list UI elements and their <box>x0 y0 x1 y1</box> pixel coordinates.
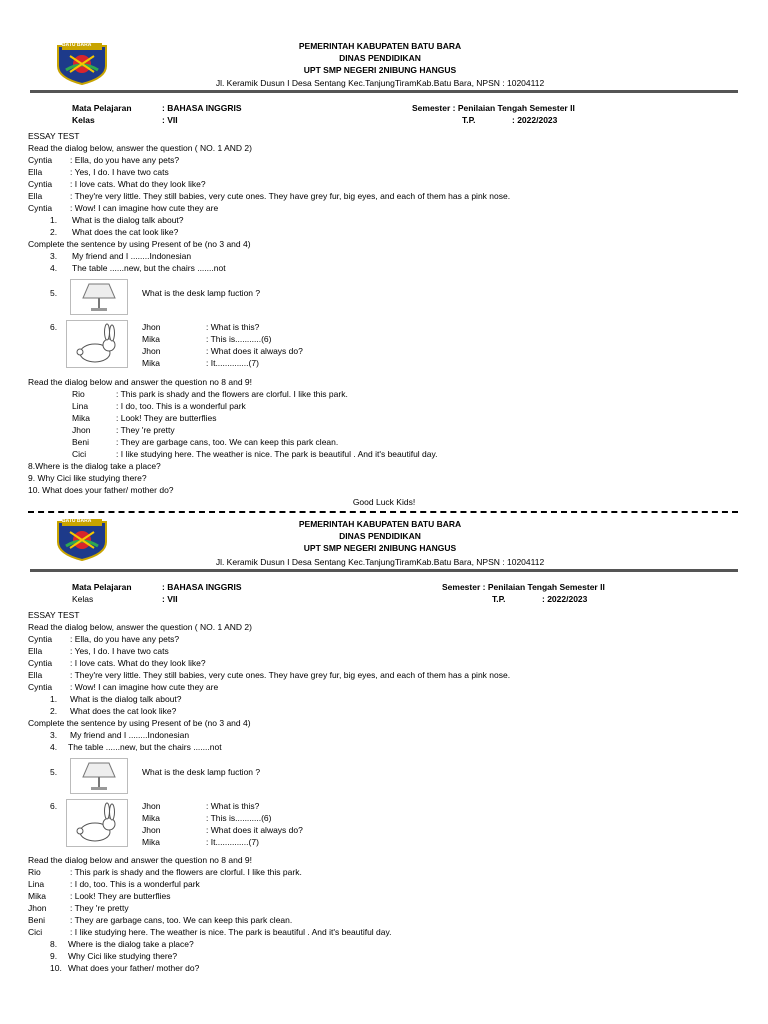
tp-value: : 2022/2023 <box>512 115 558 125</box>
cut-line <box>28 511 738 513</box>
rabbit-image <box>66 320 128 368</box>
question-number: 1. <box>50 694 58 704</box>
header-address: Jl. Keramik Dusun I Desa Sentang Kec.TanjungTiramKab.Batu Bara, NPSN : 10204112 <box>215 557 545 567</box>
question-number: 1. <box>50 215 58 225</box>
dialog-line: : Wow! I can imagine how cute they are <box>70 203 219 213</box>
dialog-line: : Yes, I do. I have two cats <box>70 167 169 177</box>
question-number: 4. <box>50 742 58 752</box>
question-number: 3. <box>50 730 58 740</box>
question-text: The table ......new, but the chairs .......not <box>68 742 222 752</box>
question-text: What is the desk lamp fuction ? <box>142 767 261 777</box>
question-number: 5. <box>50 288 58 298</box>
rabbit-image <box>66 799 128 847</box>
speaker: Jhon <box>28 903 47 913</box>
dialog-line: : They're very little. They still babies, very cute ones. They have grey fur, big eyes, and each of them has a pink nose. <box>70 191 511 201</box>
speaker: Cyntia <box>28 658 53 668</box>
tp-label: T.P. <box>492 594 506 604</box>
header-line3: UPT SMP NEGERI 2NIBUNG HANGUS <box>303 65 457 75</box>
speaker: Rio <box>72 389 85 399</box>
question-text: What does your father/ mother do? <box>68 963 200 973</box>
kelas-value: : VII <box>162 594 178 604</box>
question-number: 6. <box>50 801 58 811</box>
question-9: 9. Why Cici like studying there? <box>28 473 147 483</box>
good-luck-text: Good Luck Kids! <box>352 497 416 507</box>
question-text: My friend and I ........Indonesian <box>70 730 190 740</box>
question-text: What is the desk lamp fuction ? <box>142 288 261 298</box>
speaker: Ella <box>28 670 43 680</box>
dialog-line: : It..............(7) <box>206 837 259 847</box>
mapel-value: : BAHASA INGGRIS <box>162 582 242 592</box>
speaker: Jhon <box>72 425 91 435</box>
dialog-line: : Look! They are butterflies <box>70 891 171 901</box>
speaker: Mika <box>142 837 160 847</box>
question-text: The table ......new, but the chairs .......not <box>72 263 226 273</box>
mapel-label: Mata Pelajaran <box>72 582 132 592</box>
dialog-line: : This park is shady and the flowers are clorful. I like this park. <box>116 389 348 399</box>
dialog-line: : They're very little. They still babies, very cute ones. They have grey fur, big eyes, and each of them has a pink nose. <box>70 670 511 680</box>
question-text: Why Cici like studying there? <box>68 951 178 961</box>
speaker: Cyntia <box>28 155 53 165</box>
header-line3: UPT SMP NEGERI 2NIBUNG HANGUS <box>303 543 457 553</box>
dialog-line: : I love cats. What do they look like? <box>70 658 206 668</box>
speaker: Lina <box>72 401 89 411</box>
dialog-line: : I like studying here. The weather is nice. The park is beautiful . And it's beautiful day. <box>116 449 438 459</box>
dialog-line: : It..............(7) <box>206 358 259 368</box>
speaker: Mika <box>28 891 46 901</box>
speaker: Cici <box>72 449 87 459</box>
dialog-line: : What is this? <box>206 322 260 332</box>
question-number: 9. <box>50 951 58 961</box>
tp-label: T.P. <box>462 115 476 125</box>
speaker: Rio <box>28 867 41 877</box>
instruction-1: Read the dialog below, answer the question ( NO. 1 AND 2) <box>28 143 252 153</box>
question-10: 10. What does your father/ mother do? <box>28 485 174 495</box>
question-text: What is the dialog talk about? <box>72 215 184 225</box>
header-line1: PEMERINTAH KABUPATEN BATU BARA <box>298 41 462 51</box>
desk-lamp-icon <box>71 280 127 314</box>
dialog-line: : They are garbage cans, too. We can keep this park clean. <box>116 437 339 447</box>
speaker: Lina <box>28 879 45 889</box>
kelas-label: Kelas <box>72 115 95 125</box>
instruction-3: Read the dialog below and answer the question no 8 and 9! <box>28 855 252 865</box>
question-number: 4. <box>50 263 58 273</box>
question-number: 3. <box>50 251 58 261</box>
header-line1: PEMERINTAH KABUPATEN BATU BARA <box>298 519 462 529</box>
dialog-line: : Yes, I do. I have two cats <box>70 646 169 656</box>
header-rule <box>30 569 738 572</box>
question-number: 6. <box>50 322 58 332</box>
mapel-label: Mata Pelajaran <box>72 103 132 113</box>
header-line2: DINAS PENDIDIKAN <box>339 53 421 63</box>
question-number: 8. <box>50 939 58 949</box>
speaker: Cyntia <box>28 179 53 189</box>
rabbit-icon <box>67 800 127 846</box>
logo-text: BATU BARA <box>62 518 92 524</box>
question-number: 2. <box>50 706 58 716</box>
speaker: Mika <box>142 813 160 823</box>
speaker: Ella <box>28 646 43 656</box>
instruction-3: Read the dialog below and answer the question no 8 and 9! <box>28 377 252 387</box>
logo-text: BATU BARA <box>62 42 92 48</box>
dialog-line: : They 're pretty <box>116 425 175 435</box>
question-text: My friend and I ........Indonesian <box>72 251 192 261</box>
mapel-value: : BAHASA INGGRIS <box>162 103 242 113</box>
dialog-line: : I love cats. What do they look like? <box>70 179 206 189</box>
semester-label: Semester : Penilaian Tengah Semester II <box>412 103 575 113</box>
speaker: Ella <box>28 191 43 201</box>
dialog-line: : What does it always do? <box>206 346 303 356</box>
dialog-line: : They 're pretty <box>70 903 129 913</box>
question-text: What is the dialog talk about? <box>70 694 182 704</box>
instruction-2: Complete the sentence by using Present of be (no 3 and 4) <box>28 718 251 728</box>
dialog-line: : They are garbage cans, too. We can keep this park clean. <box>70 915 293 925</box>
dialog-line: : This is...........(6) <box>206 334 272 344</box>
essay-title: ESSAY TEST <box>28 131 80 141</box>
kelas-label: Kelas <box>72 594 94 604</box>
dialog-line: : Ella, do you have any pets? <box>70 155 180 165</box>
question-number: 5. <box>50 767 58 777</box>
semester-label: Semester : Penilaian Tengah Semester II <box>442 582 605 592</box>
question-text: What does the cat look like? <box>70 706 177 716</box>
header-address: Jl. Keramik Dusun I Desa Sentang Kec.TanjungTiramKab.Batu Bara, NPSN : 10204112 <box>215 78 545 88</box>
speaker: Jhon <box>142 346 161 356</box>
desk-lamp-icon <box>71 759 127 793</box>
header-line2: DINAS PENDIDIKAN <box>339 531 421 541</box>
dialog-line: : What is this? <box>206 801 260 811</box>
instruction-1: Read the dialog below, answer the question ( NO. 1 AND 2) <box>28 622 252 632</box>
question-text: What does the cat look like? <box>72 227 179 237</box>
speaker: Mika <box>142 358 160 368</box>
question-8: 8.Where is the dialog take a place? <box>28 461 161 471</box>
speaker: Mika <box>142 334 160 344</box>
speaker: Cici <box>28 927 43 937</box>
instruction-2: Complete the sentence by using Present of be (no 3 and 4) <box>28 239 251 249</box>
dialog-line: : I do, too. This is a wonderful park <box>116 401 246 411</box>
desk-lamp-image <box>70 758 128 794</box>
dialog-line: : Ella, do you have any pets? <box>70 634 180 644</box>
speaker: Jhon <box>142 322 161 332</box>
dialog-line: : Wow! I can imagine how cute they are <box>70 682 219 692</box>
speaker: Jhon <box>142 825 161 835</box>
header-rule <box>30 90 738 93</box>
essay-title: ESSAY TEST <box>28 610 80 620</box>
dialog-line: : This park is shady and the flowers are clorful. I like this park. <box>70 867 302 877</box>
dialog-line: : What does it always do? <box>206 825 303 835</box>
question-number: 10. <box>50 963 62 973</box>
question-text: Where is the dialog take a place? <box>68 939 194 949</box>
desk-lamp-image <box>70 279 128 315</box>
speaker: Cyntia <box>28 203 53 213</box>
speaker: Beni <box>28 915 46 925</box>
speaker: Cyntia <box>28 634 53 644</box>
speaker: Jhon <box>142 801 161 811</box>
rabbit-icon <box>67 321 127 367</box>
dialog-line: : This is...........(6) <box>206 813 272 823</box>
kelas-value: : VII <box>162 115 178 125</box>
speaker: Mika <box>72 413 90 423</box>
dialog-line: : I like studying here. The weather is nice. The park is beautiful . And it's beautiful day. <box>70 927 392 937</box>
speaker: Beni <box>72 437 90 447</box>
dialog-line: : Look! They are butterflies <box>116 413 217 423</box>
speaker: Cyntia <box>28 682 53 692</box>
dialog-line: : I do, too. This is a wonderful park <box>70 879 200 889</box>
speaker: Ella <box>28 167 43 177</box>
tp-value: : 2022/2023 <box>542 594 588 604</box>
question-number: 2. <box>50 227 58 237</box>
